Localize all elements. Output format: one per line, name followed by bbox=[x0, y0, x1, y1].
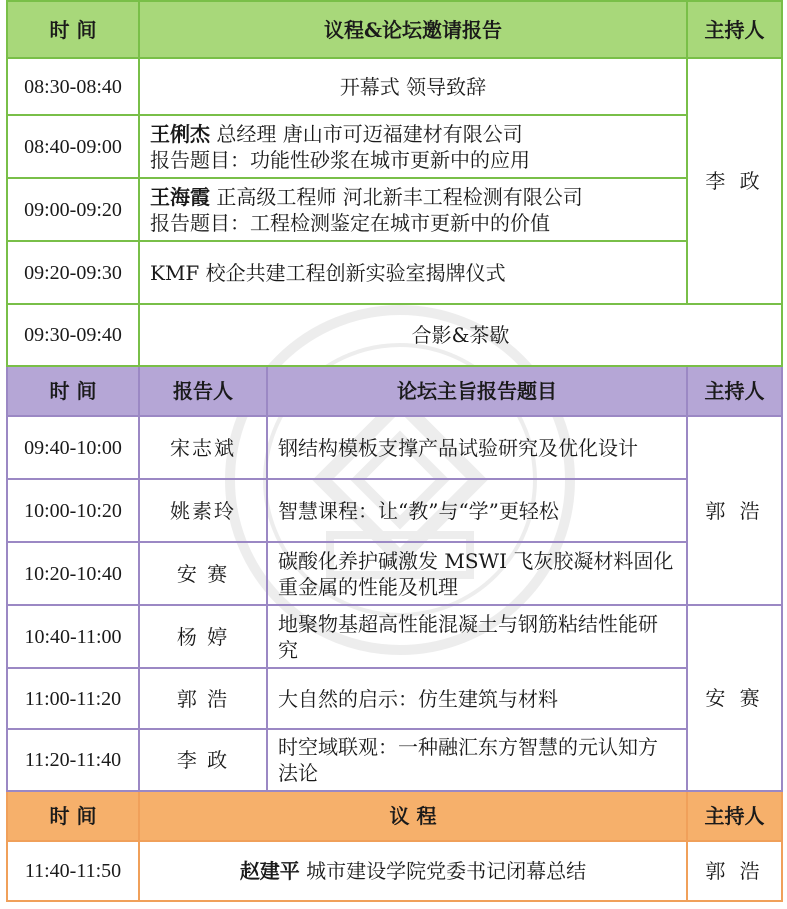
keynote-row bbox=[7, 416, 782, 479]
host-cell: 安 赛 bbox=[687, 605, 782, 791]
speaker-title: 正高级工程师 河北新丰工程检测有限公司 bbox=[210, 184, 583, 209]
speaker-name: 宋志斌 bbox=[139, 416, 267, 479]
keynote-row bbox=[7, 668, 782, 729]
header-agenda: 议程&论坛邀请报告 bbox=[139, 1, 687, 58]
report-title: 报告题目：功能性砂浆在城市更新中的应用 bbox=[150, 147, 530, 172]
speaker-name: 安 赛 bbox=[139, 542, 267, 605]
closing-item bbox=[139, 841, 687, 901]
time-cell: 11:40-11:50 bbox=[7, 841, 139, 901]
agenda-item: 合影&茶歇 bbox=[139, 304, 782, 366]
keynote-row bbox=[7, 605, 782, 668]
schedule-table bbox=[6, 0, 783, 902]
time-cell: 09:20-09:30 bbox=[7, 241, 139, 304]
speaker-name: 王海霞 bbox=[150, 184, 210, 209]
report-topic: 时空域联观：一种融汇东方智慧的元认知方法论 bbox=[267, 729, 687, 791]
invited-report bbox=[139, 178, 687, 241]
header-topic: 论坛主旨报告题目 bbox=[267, 366, 687, 416]
header-time: 时 间 bbox=[7, 1, 139, 58]
time-cell: 11:20-11:40 bbox=[7, 729, 139, 791]
time-cell: 08:40-09:00 bbox=[7, 115, 139, 178]
keynote-row bbox=[7, 729, 782, 791]
agenda-item: 开幕式 领导致辞 bbox=[139, 58, 687, 115]
section1-header-row bbox=[7, 1, 782, 58]
speaker-name: 李 政 bbox=[139, 729, 267, 791]
host-cell: 郭 浩 bbox=[687, 841, 782, 901]
host-cell: 李 政 bbox=[687, 58, 782, 304]
header-agenda: 议 程 bbox=[139, 791, 687, 841]
report-title: 报告题目：工程检测鉴定在城市更新中的价值 bbox=[150, 210, 550, 235]
report-topic: 智慧课程：让“教”与“学”更轻松 bbox=[267, 479, 687, 542]
agenda-row bbox=[7, 58, 782, 115]
speaker-name: 王俐杰 bbox=[150, 121, 210, 146]
speaker-title: 总经理 唐山市可迈福建材有限公司 bbox=[210, 121, 523, 146]
header-host: 主持人 bbox=[687, 366, 782, 416]
section3-header-row bbox=[7, 791, 782, 841]
speaker-name: 杨 婷 bbox=[139, 605, 267, 668]
time-cell: 09:30-09:40 bbox=[7, 304, 139, 366]
keynote-row bbox=[7, 479, 782, 542]
header-host: 主持人 bbox=[687, 1, 782, 58]
agenda-item: KMF 校企共建工程创新实验室揭牌仪式 bbox=[139, 241, 687, 304]
time-cell: 10:40-11:00 bbox=[7, 605, 139, 668]
section2-header-row bbox=[7, 366, 782, 416]
header-time: 时 间 bbox=[7, 791, 139, 841]
speaker-name: 姚素玲 bbox=[139, 479, 267, 542]
speaker-name: 郭 浩 bbox=[139, 668, 267, 729]
header-time: 时 间 bbox=[7, 366, 139, 416]
closing-title: 城市建设学院党委书记闭幕总结 bbox=[299, 859, 587, 883]
report-topic: 地聚物基超高性能混凝土与钢筋粘结性能研究 bbox=[267, 605, 687, 668]
report-topic: 钢结构模板支撑产品试验研究及优化设计 bbox=[267, 416, 687, 479]
agenda-row bbox=[7, 178, 782, 241]
agenda-row bbox=[7, 115, 782, 178]
time-cell: 11:00-11:20 bbox=[7, 668, 139, 729]
agenda-row bbox=[7, 304, 782, 366]
report-topic: 碳酸化养护碱激发 MSWI 飞灰胶凝材料固化重金属的性能及机理 bbox=[267, 542, 687, 605]
time-cell: 08:30-08:40 bbox=[7, 58, 139, 115]
closing-row bbox=[7, 841, 782, 901]
header-speaker: 报告人 bbox=[139, 366, 267, 416]
invited-report bbox=[139, 115, 687, 178]
speaker-name: 赵建平 bbox=[239, 859, 300, 883]
time-cell: 10:00-10:20 bbox=[7, 479, 139, 542]
time-cell: 09:40-10:00 bbox=[7, 416, 139, 479]
host-cell: 郭 浩 bbox=[687, 416, 782, 605]
time-cell: 09:00-09:20 bbox=[7, 178, 139, 241]
report-topic: 大自然的启示：仿生建筑与材料 bbox=[267, 668, 687, 729]
time-cell: 10:20-10:40 bbox=[7, 542, 139, 605]
agenda-row bbox=[7, 241, 782, 304]
header-host: 主持人 bbox=[687, 791, 782, 841]
keynote-row bbox=[7, 542, 782, 605]
